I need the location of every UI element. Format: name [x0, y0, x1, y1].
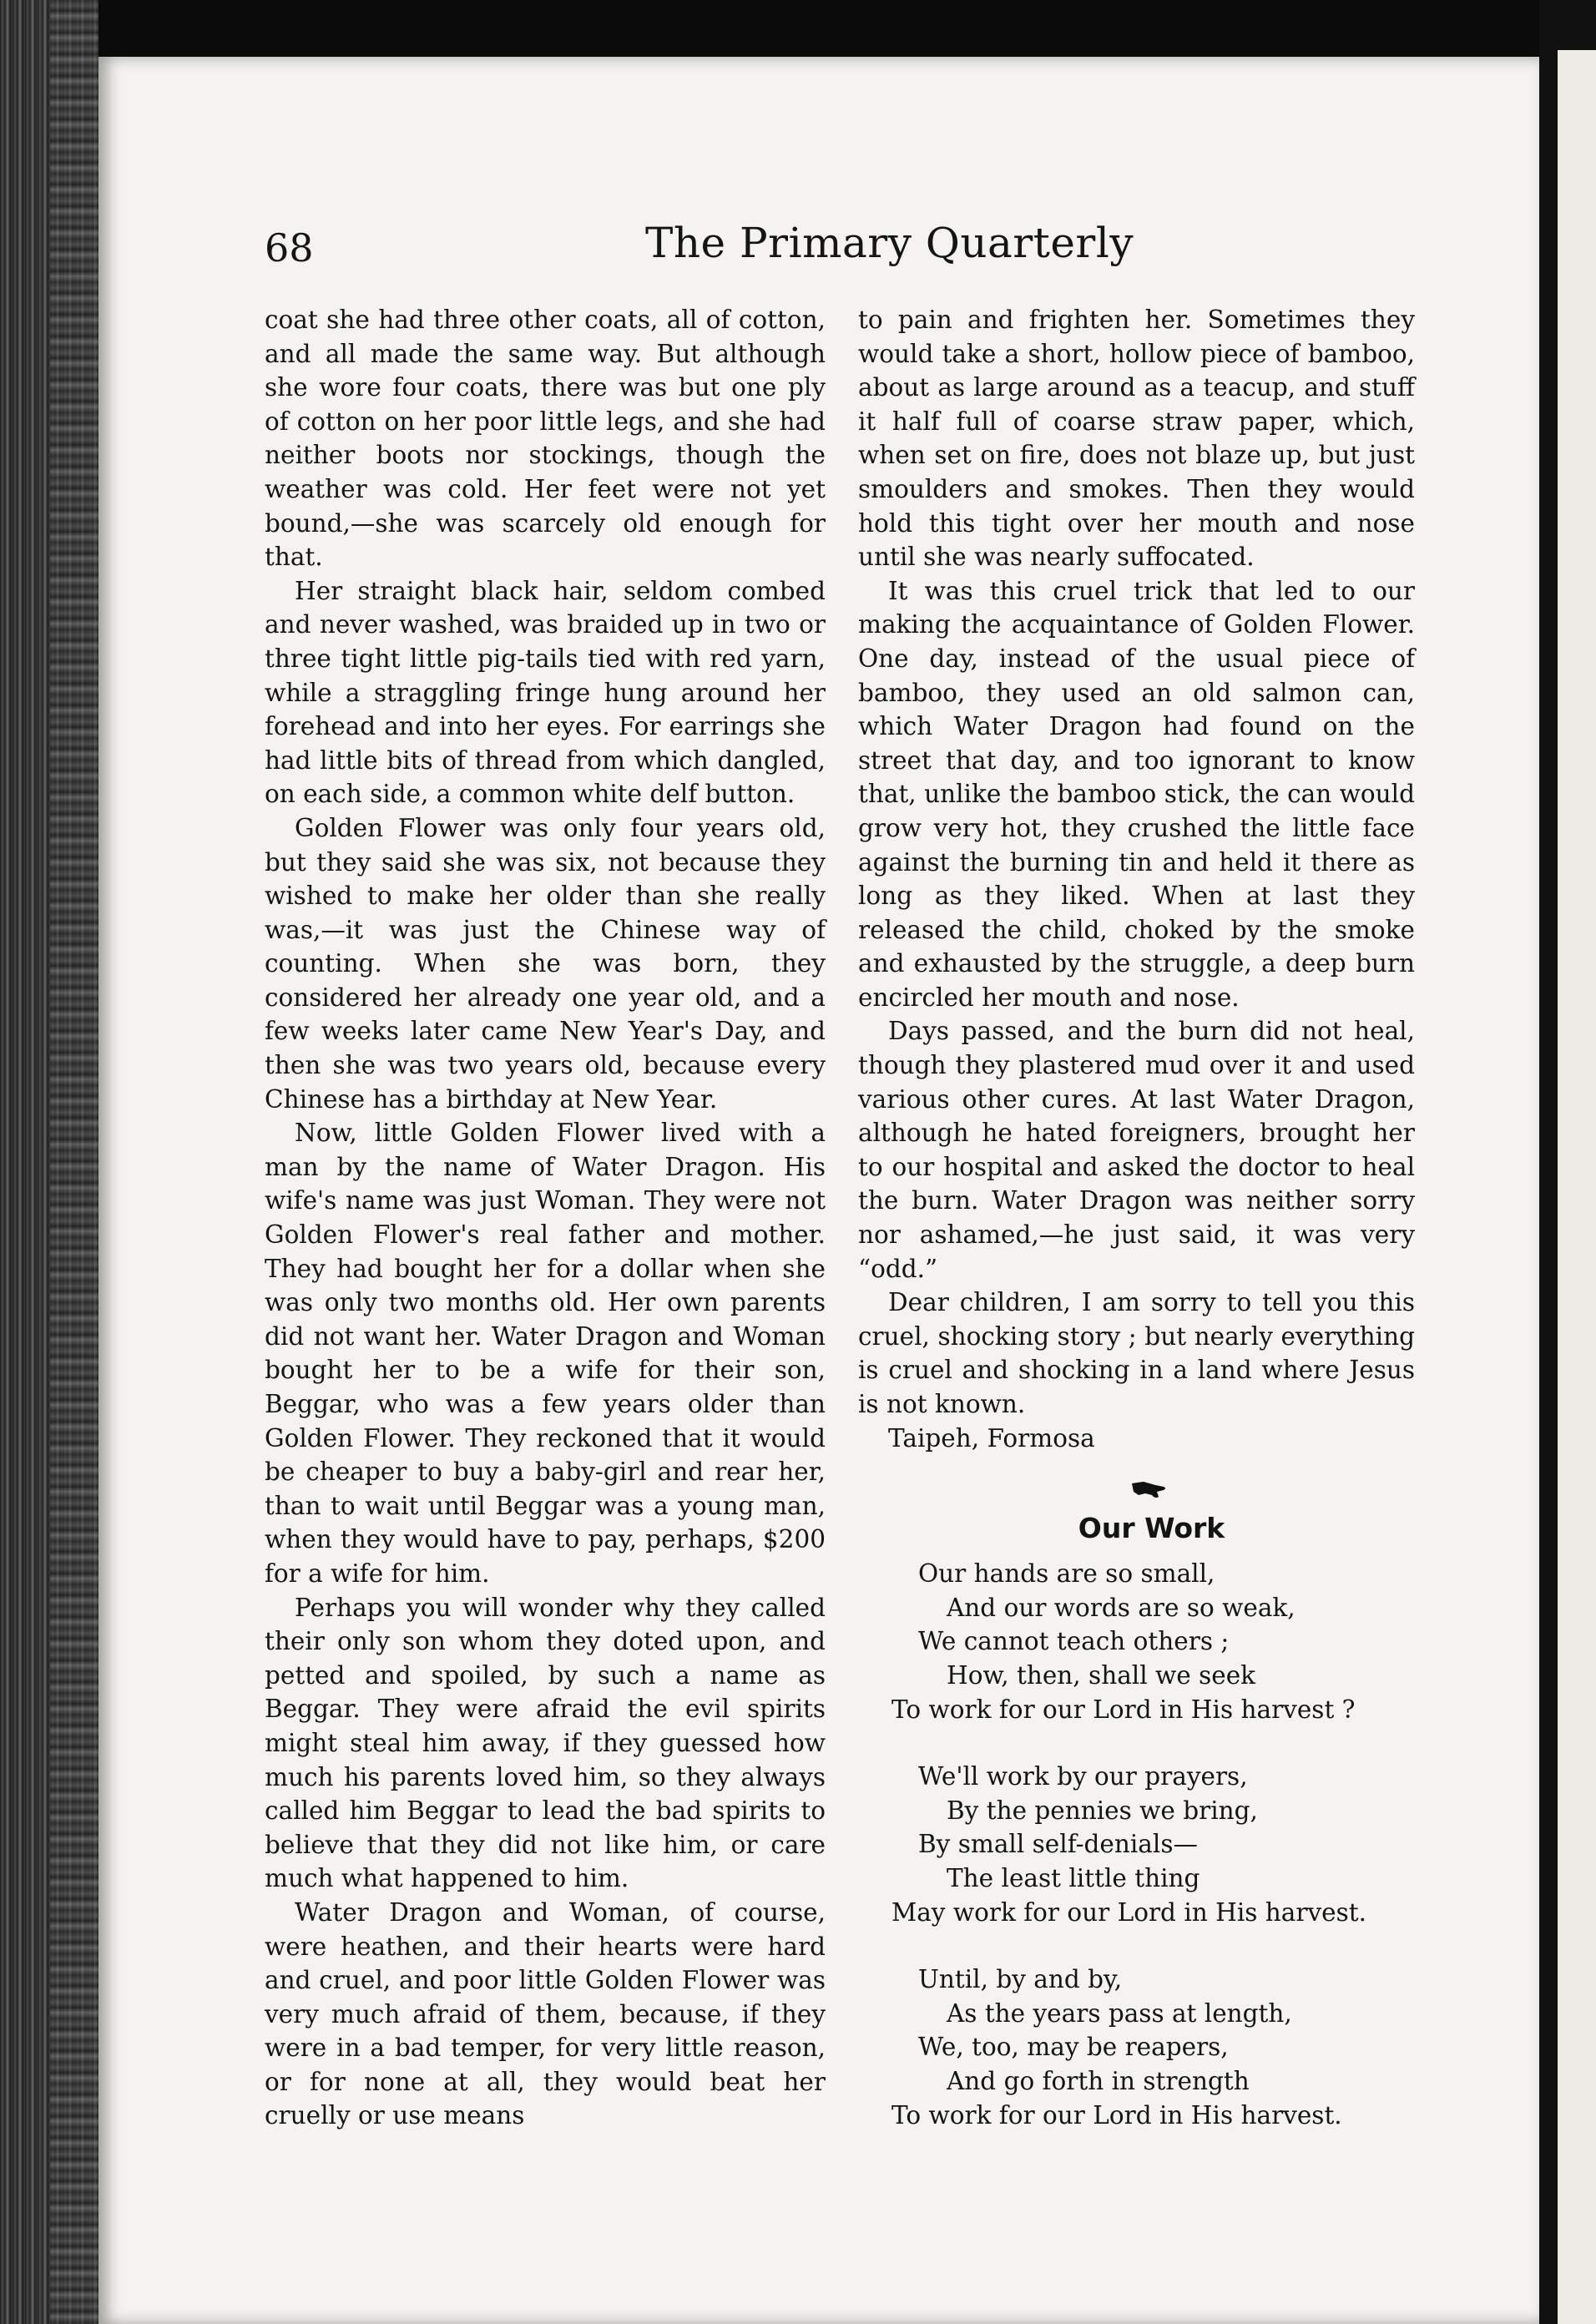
poem-line: And our words are so weak, [947, 1593, 1295, 1622]
poem-line: We'll work by our prayers, [918, 1762, 1248, 1791]
poem-line: We, too, may be reapers, [918, 2033, 1229, 2062]
poem-title: Our Work [1078, 1512, 1225, 1545]
left-column [265, 303, 826, 2133]
book-binding [0, 0, 98, 2324]
poem-stanza [858, 1963, 1415, 2132]
poem-line: To work for our Lord in His harvest. [891, 2100, 1342, 2129]
page-number: 68 [265, 225, 314, 270]
paragraph: Water Dragon and Woman, of course, were heathen, and their hearts were hard and cruel, and poor little Golden Flower was very much afraid of them, because, if they were in a bad temper, for very little reason, or for none at all, they would beat her cruelly or use means [265, 1897, 826, 2130]
poem-line: The least little thing [947, 1863, 1200, 1892]
poem-line: Our hands are so small, [918, 1559, 1215, 1589]
poem-line: By small self-denials— [918, 1830, 1198, 1859]
poem-line: And go forth in strength [947, 2066, 1250, 2095]
poem-line: Until, by and by, [918, 1965, 1123, 1994]
paragraph: Now, little Golden Flower lived with a man by the name of Water Dragon. His wife's name was just Woman. They were not Golden Flower's real father and mother. They had bought her for a dollar when she was only two months old. Her own parents did not want her. Water Dragon and Woman bought her to be a wife for their son, Beggar, who was a few years older than Golden Flower. They reckoned that it would be cheaper to buy a baby-girl and rear her, than to wait until Beggar was a young man, when they would have to pay, perhaps, $200 for a wife for him. [265, 1119, 826, 1588]
paragraph: Her straight black hair, seldom combed and never washed, was braided up in two or three tight little pig-tails tied with red yarn, while a straggling fringe hung around her forehead and into her eyes. For earrings she had little bits of thread from which dangled, on each side, a common white delf button. [265, 576, 826, 809]
poem-line: As the years pass at length, [947, 1998, 1292, 2028]
paragraph: Days passed, and the burn did not heal, though they plastered mud over it and used various other cures. At last Water Dragon, although he hated foreigners, brought her to our hospital and asked the doctor to heal the burn. Water Dragon was neither sorry nor ashamed,—he just said, it was very “odd.” [858, 1017, 1415, 1283]
poem-line: To work for our Lord in His harvest ? [891, 1695, 1356, 1724]
poem-stanza [858, 1557, 1415, 1726]
poem-line: May work for our Lord in His harvest. [891, 1897, 1366, 1927]
right-column [858, 303, 1415, 2165]
poem-line: By the pennies we bring, [947, 1796, 1258, 1825]
poem-stanza [858, 1760, 1415, 1929]
paragraph: It was this cruel trick that led to our making the acquaintance of Golden Flower. One day, instead of the usual piece of bamboo, they used an old salmon can, which Water Dragon had found on the street that day, and too ignorant to know that, unlike the bamboo stick, the can would grow very hot, they crushed the little face against the burning tin and held it there as long as they liked. When at last they released the child, choked by the smoke and exhausted by the struggle, a deep burn encircled her mouth and nose. [858, 576, 1415, 1012]
paragraph: Perhaps you will wonder why they called their only son whom they doted upon, and petted and spoiled, by such a name as Beggar. They were afraid the evil spirits might steal him away, if they guessed how much his parents loved him, so they always called him Beggar to lead the bad spirits to believe that they did not like him, or care much what happened to him. [265, 1593, 826, 1893]
journal-title: The Primary Quarterly [645, 219, 1134, 267]
running-head [265, 219, 1408, 285]
poem-line: We cannot teach others ; [918, 1627, 1230, 1656]
paragraph: Golden Flower was only four years old, but they said she was six, not because they wished to make her older than she really was,—it was just the Chinese way of counting. When she was born, they considered her already one year old, and a few weeks later came New Year's Day, and then she was two years old, because every Chinese has a birthday at New Year. [265, 813, 826, 1114]
facing-page-edge [1558, 50, 1596, 2324]
hand-fleuron-icon [1130, 1477, 1167, 1500]
paragraph: coat she had three other coats, all of cotton, and all made the same way. But although she wore four coats, there was but one ply of cotton on her poor little legs, and she had neither boots nor stockings, though the weather was cold. Her feet were not yet bound,—she was scarcely old enough for that. [265, 306, 826, 572]
place-signoff: Taipeh, Formosa [888, 1423, 1095, 1452]
poem [858, 1557, 1415, 2132]
paragraph: Dear children, I am sorry to tell you this cruel, shocking story ; but nearly everything is cruel and shocking in a land where Jesus is not known. [858, 1288, 1415, 1418]
binding-texture [50, 0, 98, 2324]
paragraph: to pain and frighten her. Sometimes they would take a short, hollow piece of bamboo, about as large around as a teacup, and stuff it half full of coarse straw paper, which, when set on fire, does not blaze up, but just smoulders and smokes. Then they would hold this tight over her mouth and nose until she was nearly suffocated. [858, 306, 1415, 572]
poem-line: How, then, shall we seek [947, 1660, 1256, 1690]
